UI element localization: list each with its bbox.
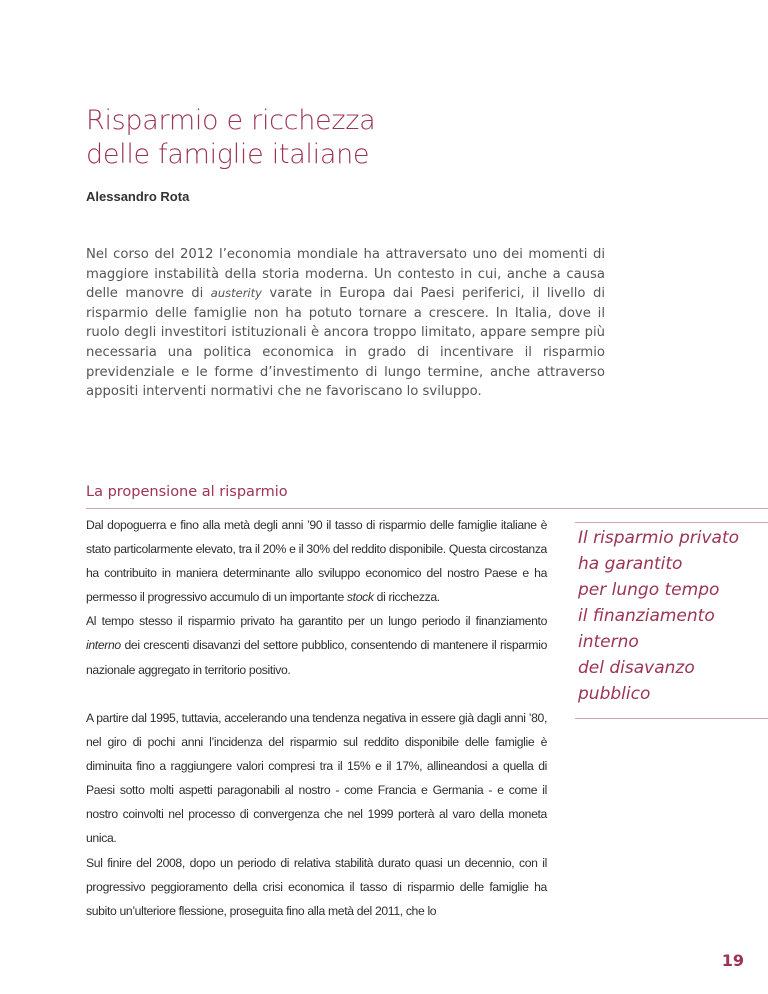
pull-quote-line: Il risparmio privato: [578, 528, 740, 548]
article-title: [86, 104, 375, 172]
p2-text-1: A partire dal 1995, tuttavia, accelerando una tendenza negativa in essere già dagli anni ’80, nel giro di pochi anni l’incidenza del risparmio sul reddito disponibile delle famiglie è diminuita fino a raggiungere valori compresi tra il 15% e il 17%, allineandosi a quella di Paesi sotto molti aspetti paragonabili al nostro - come Francia e Germania - e come il nostro coinvolti nel processo di convergenza che nel 1999 porterà al varo della moneta unica.: [86, 711, 547, 846]
abstract-text-2: varate in Europa dai Paesi periferici, il livello di risparmio delle famiglie non ha potuto tornare a crescere. In Italia, dove il ruolo degli investitori istituzionali è ancora troppo limitato, appare sempre più necessaria una politica economica in grado di incentivare il risparmio previdenziale e le forme d’investimento di lungo termine, anche attraverso appositi interventi normativi che ne favoriscano lo sviluppo.: [86, 286, 605, 400]
body-paragraph-1: [86, 513, 547, 682]
article-title-line-1: Risparmio e ricchezza: [86, 105, 376, 136]
p1-emphasis-interno: interno: [86, 638, 121, 653]
abstract: [86, 245, 605, 402]
body-paragraph-2: [86, 706, 547, 923]
pull-quote: [575, 522, 768, 719]
abstract-emphasis: austerity: [210, 286, 262, 301]
pull-quote-line: ha garantito: [578, 554, 683, 574]
p1-text-2: di ricchezza.: [373, 590, 440, 605]
p1-text-1: Dal dopoguerra e fino alla metà degli anni ’90 il tasso di risparmio delle famiglie italiane è stato particolarmente elevato, tra il 20% e il 30% del reddito disponibile. Questa circostanza ha contribuito in maniera determinante allo sviluppo economico del nostro Paese e ha permesso il progressivo accumulo di un importante: [86, 518, 547, 605]
pull-quote-line: del disavanzo: [578, 658, 695, 678]
section-title: La propensione al risparmio: [86, 484, 288, 500]
pull-quote-line: per lungo tempo: [578, 580, 720, 600]
p1-emphasis-stock: stock: [346, 590, 374, 605]
article-title-line-2: delle famiglie italiane: [86, 139, 370, 170]
p1-text-3: Al tempo stesso il risparmio privato ha garantito per un lungo periodo il finanziamento: [86, 614, 547, 629]
author-name: Alessandro Rota: [86, 189, 190, 204]
section-divider: [86, 508, 768, 509]
pull-quote-line: pubblico: [578, 684, 651, 704]
abstract-text-1: Nel corso del 2012 l’economia mondiale ha attraversato uno dei momenti di maggiore instabilità della storia moderna. Un contesto in cui, anche a causa delle manovre di: [86, 247, 605, 302]
pull-quote-line: interno: [578, 632, 639, 652]
page-number: 19: [721, 951, 744, 970]
p1-text-4: dei crescenti disavanzi del settore pubblico, consentendo di mantenere il risparmio nazionale aggregato in territorio positivo.: [86, 638, 547, 677]
p2-text-2: Sul finire del 2008, dopo un periodo di relativa stabilità durato quasi un decennio, con il progressivo peggioramento della crisi economica il tasso di risparmio delle famiglie ha subito un’ulteriore flessione, proseguita fino alla metà del 2011, che lo: [86, 855, 547, 918]
pull-quote-line: il finanziamento: [578, 606, 715, 626]
